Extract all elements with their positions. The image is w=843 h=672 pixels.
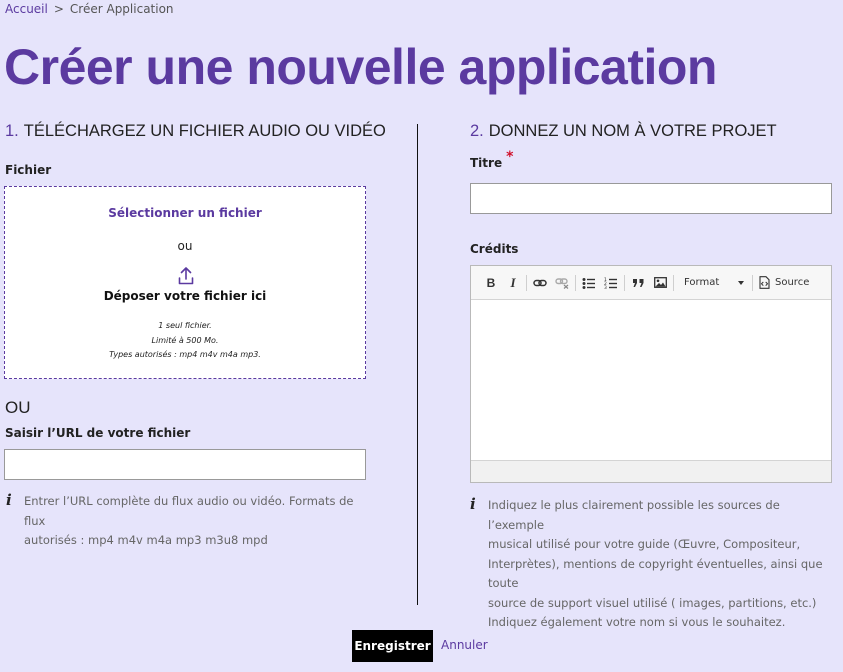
title-label-text: Titre xyxy=(470,156,503,170)
dropzone-hint-types: Types autorisés : mp4 m4v m4a mp3. xyxy=(109,350,261,359)
required-mark: * xyxy=(506,149,514,165)
info-icon: i xyxy=(6,491,12,509)
file-label: Fichier xyxy=(5,163,52,177)
source-icon xyxy=(759,276,770,289)
title-label xyxy=(470,149,514,171)
credits-editor xyxy=(470,265,832,483)
url-info-text xyxy=(24,492,366,551)
unlink-button[interactable] xyxy=(551,272,573,294)
select-file-link[interactable]: Sélectionner un fichier xyxy=(108,206,262,220)
svg-text:1: 1 xyxy=(604,277,607,283)
save-button[interactable]: Enregistrer xyxy=(352,630,433,662)
format-dropdown[interactable] xyxy=(676,272,750,294)
upload-section-title xyxy=(5,122,386,141)
credits-info-line: Interprètes), mentions de copyright éventuelles, ainsi que toute xyxy=(488,556,823,590)
dropzone-hint-size: Limité à 500 Mo. xyxy=(151,336,219,345)
dropzone-or-text: ou xyxy=(177,239,193,253)
toolbar-separator xyxy=(526,275,527,291)
credits-info-text xyxy=(488,496,834,633)
credits-info-line: Indiquez également votre nom si vous le souhaitez. xyxy=(488,615,786,629)
or-separator: OU xyxy=(5,398,31,417)
upload-section-label: TÉLÉCHARGEZ UN FICHIER AUDIO OU VIDÉO xyxy=(23,122,386,140)
cancel-link[interactable]: Annuler xyxy=(441,638,488,652)
breadcrumb-separator: > xyxy=(53,2,64,16)
breadcrumb-home-link[interactable]: Accueil xyxy=(5,2,48,16)
bulleted-list-icon xyxy=(582,277,596,289)
url-info-line: autorisés : mp4 m4v m4a mp3 m3u8 mpd xyxy=(24,533,268,547)
numbered-list-icon xyxy=(604,277,618,289)
credits-info-line: musical utilisé pour votre guide (Œuvre, Compositeur, xyxy=(488,537,801,551)
link-icon xyxy=(533,278,547,288)
credits-info-line: source de support visuel utilisé ( images, partitions, etc.) xyxy=(488,595,817,610)
breadcrumb-current: Créer Application xyxy=(69,2,174,16)
svg-text:3: 3 xyxy=(604,285,607,289)
toolbar-separator xyxy=(752,275,753,291)
bulleted-list-button[interactable] xyxy=(578,272,600,294)
url-info xyxy=(6,492,366,551)
format-dropdown-label: Format xyxy=(684,277,720,288)
url-info-line: Entrer l’URL complète du flux audio ou vidéo. Formats de flux xyxy=(24,494,354,528)
toolbar-separator xyxy=(575,275,576,291)
file-dropzone[interactable] xyxy=(4,186,366,379)
url-label: Saisir l’URL de votre fichier xyxy=(5,426,191,440)
credits-editor-area[interactable] xyxy=(471,300,831,460)
upload-icon xyxy=(178,267,194,285)
toolbar-separator xyxy=(624,275,625,291)
url-input[interactable] xyxy=(4,449,366,480)
credits-label: Crédits xyxy=(470,242,519,256)
step-number: 2. xyxy=(470,122,484,140)
project-section-label: DONNEZ UN NOM À VOTRE PROJET xyxy=(488,122,777,140)
link-button[interactable] xyxy=(529,272,551,294)
unlink-icon xyxy=(555,277,569,289)
project-section-title xyxy=(470,122,777,141)
dropzone-hint-count: 1 seul fichier. xyxy=(158,321,212,330)
blockquote-icon xyxy=(632,278,645,288)
bold-button[interactable]: B xyxy=(486,275,496,290)
italic-button[interactable]: I xyxy=(510,274,516,290)
step-number: 1. xyxy=(5,122,19,140)
source-button[interactable] xyxy=(755,276,813,289)
title-input[interactable] xyxy=(470,183,832,214)
breadcrumb xyxy=(5,2,174,16)
source-button-label: Source xyxy=(775,277,810,288)
info-icon: i xyxy=(470,495,476,513)
image-button[interactable] xyxy=(649,272,671,294)
chevron-down-icon xyxy=(738,281,744,285)
credits-info-line: Indiquez le plus clairement possible les sources de l’exemple xyxy=(488,498,780,532)
numbered-list-button[interactable] xyxy=(600,272,622,294)
svg-text:2: 2 xyxy=(604,281,607,287)
page-title: Créer une nouvelle application xyxy=(4,39,717,95)
blockquote-button[interactable] xyxy=(627,272,649,294)
drop-file-text: Déposer votre fichier ici xyxy=(103,289,267,303)
credits-info xyxy=(470,496,834,633)
column-divider xyxy=(417,124,418,605)
toolbar-separator xyxy=(673,275,674,291)
editor-status-bar xyxy=(471,460,831,482)
image-icon xyxy=(654,277,667,288)
editor-toolbar xyxy=(471,266,831,300)
